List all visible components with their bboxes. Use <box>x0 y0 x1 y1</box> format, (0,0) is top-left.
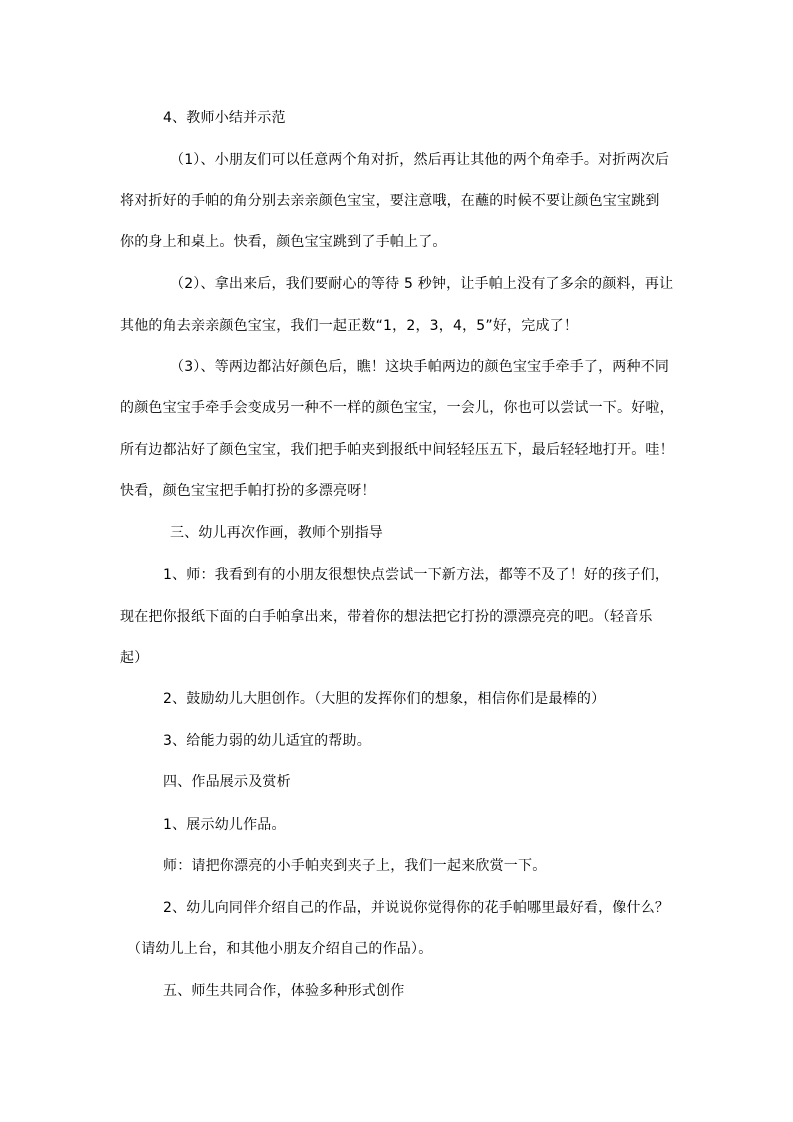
paragraph-line: 快看，颜色宝宝把手帕打扮的多漂亮呀！ <box>120 483 376 499</box>
paragraph-line: （3）、等两边都沾好颜色后，瞧！这块手帕两边的颜色宝宝手牵手了，两种不同 <box>170 359 670 375</box>
paragraph-line: 1、师：我看到有的小朋友很想快点尝试一下新方法，都等不及了！好的孩子们， <box>163 567 670 583</box>
paragraph-line: 2、鼓励幼儿大胆创作。（大胆的发挥你们的想象，相信你们是最棒的） <box>163 691 606 707</box>
paragraph-line: （2）、拿出来后，我们要耐心的等待 5 秒钟，让手帕上没有了多余的颜料，再让 <box>170 276 674 292</box>
paragraph-line: 所有边都沾好了颜色宝宝，我们把手帕夹到报纸中间轻轻压五下，最后轻轻地打开。哇！ <box>120 442 674 458</box>
paragraph-line: 2、幼儿向同伴介绍自己的作品，并说说你觉得你的花手帕哪里最好看，像什么？ <box>163 900 670 916</box>
paragraph-line: 其他的角去亲亲颜色宝宝，我们一起正数“1，2，3，4，5”好，完成了！ <box>120 318 579 334</box>
paragraph-line: （请幼儿上台，和其他小朋友介绍自己的作品）。 <box>127 941 433 957</box>
paragraph-line: 将对折好的手帕的角分别去亲亲颜色宝宝，要注意哦，在蘸的时候不要让颜色宝宝跳到 <box>120 193 660 209</box>
paragraph-line: 的颜色宝宝手牵手会变成另一种不一样的颜色宝宝，一会儿，你也可以尝试一下。好啦， <box>120 400 674 416</box>
section-heading-5: 五、师生共同合作，体验多种形式创作 <box>163 983 405 999</box>
paragraph-line: 师：请把你漂亮的小手帕夹到夹子上，我们一起来欣赏一下。 <box>163 858 547 874</box>
paragraph-line: 1、展示幼儿作品。 <box>163 817 286 833</box>
section-heading-3: 三、幼儿再次作画，教师个别指导 <box>170 525 383 541</box>
paragraph-line: 起） <box>120 650 149 666</box>
paragraph-line: （1）、小朋友们可以任意两个角对折，然后再让其他的两个角牵手。对折两次后 <box>170 152 670 168</box>
section-heading-4: 四、作品展示及赏析 <box>163 774 291 790</box>
paragraph-line: 3、给能力弱的幼儿适宜的帮助。 <box>163 733 371 749</box>
paragraph-line: 你的身上和桌上。快看，颜色宝宝跳到了手帕上了。 <box>120 234 447 250</box>
paragraph-line: 现在把你报纸下面的白手帕拿出来，带着你的想法把它打扮的漂漂亮亮的吧。（轻音乐 <box>120 609 653 625</box>
section-heading-summary: 4、教师小结并示范 <box>163 110 286 126</box>
